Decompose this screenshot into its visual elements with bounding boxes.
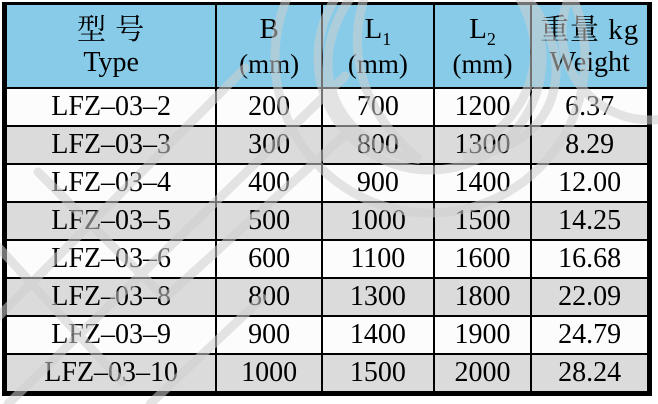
header-l2-symbol: L (469, 12, 487, 45)
table-row (7, 277, 647, 315)
table-row (7, 125, 647, 163)
b-cell: 800 (215, 279, 321, 315)
type-cell: LFZ–03–5 (51, 205, 172, 236)
table-row (7, 239, 647, 277)
b-cell: 300 (215, 127, 321, 163)
table-row (7, 163, 647, 201)
type-cell: LFZ–03–9 (51, 319, 172, 350)
header-b-unit: (mm) (239, 48, 300, 79)
b-cell: 200 (215, 89, 321, 125)
l2-cell: 2000 (433, 355, 531, 391)
header-l1-unit: (mm) (347, 48, 408, 79)
l2-cell: 1300 (433, 127, 531, 163)
l1-cell: 1400 (321, 317, 433, 353)
weight-cell: 12.00 (530, 165, 647, 201)
l2-cell: 1800 (433, 279, 531, 315)
type-cell: LFZ–03–3 (51, 129, 172, 160)
type-cell: LFZ–03–4 (51, 167, 172, 198)
table-row (7, 315, 647, 353)
l1-cell: 900 (321, 165, 433, 201)
b-cell: 1000 (215, 355, 321, 391)
type-cell: LFZ–03–6 (51, 243, 172, 274)
l1-cell: 1000 (321, 203, 433, 239)
l1-cell: 1500 (321, 355, 433, 391)
l2-cell: 1200 (433, 89, 531, 125)
header-l2-column (433, 5, 531, 87)
l1-cell: 800 (321, 127, 433, 163)
header-l1-subscript: 1 (382, 28, 392, 49)
l2-cell: 1500 (433, 203, 531, 239)
weight-cell: 22.09 (530, 279, 647, 315)
type-cell: LFZ–03–8 (51, 281, 172, 312)
b-cell: 500 (215, 203, 321, 239)
table-row (7, 353, 647, 391)
type-cell: LFZ–03–10 (44, 357, 179, 388)
l2-cell: 1900 (433, 317, 531, 353)
weight-cell: 6.37 (530, 89, 647, 125)
weight-cell: 14.25 (530, 203, 647, 239)
header-b-symbol: B (259, 12, 279, 45)
l1-cell: 1100 (321, 241, 433, 277)
l2-cell: 1600 (433, 241, 531, 277)
spec-table (2, 2, 652, 396)
header-weight-column (530, 5, 647, 87)
header-type-zh: 型 号 (77, 14, 146, 47)
weight-cell: 24.79 (530, 317, 647, 353)
header-l1-column (321, 5, 433, 87)
header-weight-zh: 重量 kg (540, 14, 640, 47)
header-type-en: Type (83, 46, 139, 78)
type-cell: LFZ–03–2 (51, 91, 172, 122)
header-l2-unit: (mm) (452, 48, 513, 79)
table-row (7, 87, 647, 125)
b-cell: 600 (215, 241, 321, 277)
b-cell: 400 (215, 165, 321, 201)
table-row (7, 201, 647, 239)
l1-cell: 1300 (321, 279, 433, 315)
header-type-column (7, 5, 215, 87)
table-header-row (7, 5, 647, 87)
b-cell: 900 (215, 317, 321, 353)
weight-cell: 16.68 (530, 241, 647, 277)
l1-cell: 700 (321, 89, 433, 125)
header-l1-symbol: L (364, 12, 383, 45)
header-weight-en: Weight (549, 46, 630, 78)
l2-cell: 1400 (433, 165, 531, 201)
header-b-column (215, 5, 321, 87)
weight-cell: 28.24 (530, 355, 647, 391)
weight-cell: 8.29 (530, 127, 647, 163)
header-l2-subscript: 2 (486, 28, 496, 49)
